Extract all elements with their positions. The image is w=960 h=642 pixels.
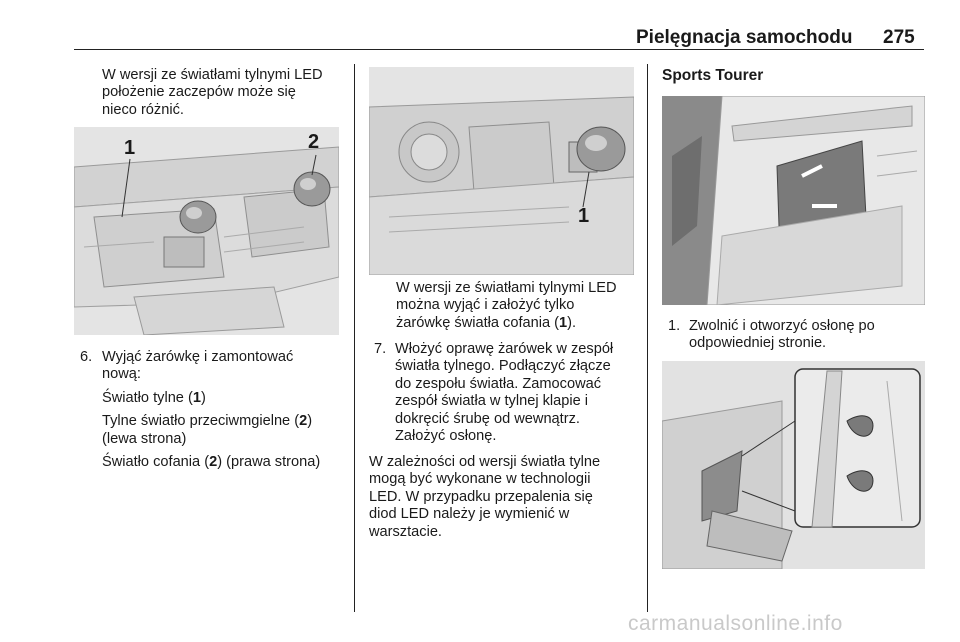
reversing-bulb-illustration <box>369 67 634 275</box>
bulb-item: (lewa strona) <box>102 430 187 447</box>
section-title: Pielęgnacja samochodu <box>636 27 853 48</box>
trunk-fasteners-illustration <box>662 361 925 569</box>
led-paragraph: W zależności od wersji światła tylne mogą być wykonane w technologii LED. W przypadku przepalenia się diod LED należy je wymienić w warsztacie. <box>369 454 601 540</box>
tail-lamp-illustration <box>74 127 339 335</box>
figure-trunk-cover <box>662 96 925 305</box>
bulb-item: Światło cofania (2) (prawa strona) <box>102 454 321 471</box>
trunk-cover-illustration <box>662 96 925 305</box>
figure-tail-lamp-bulbs <box>74 127 339 335</box>
bulb-item: Światło tylne (1) <box>102 389 206 406</box>
step-number: 6. <box>80 349 93 365</box>
step-6: 6. Wyjąć żarówkę i zamontować nową: Światło tylne (1) Tylne światło przeciwmgielne (2) (lewa strona) Światło cofania (2) (prawa strona) <box>80 349 350 471</box>
figure-trunk-fasteners <box>662 361 925 569</box>
led-note: W wersji ze światłami tylnymi LED położenie zaczepów może się nieco różnić. <box>102 67 323 118</box>
callout-2: 2 <box>308 131 320 153</box>
step-number: 7. <box>374 341 387 357</box>
bulb-item: Tylne światło przeciwmgielne (2) <box>102 413 313 430</box>
step-1: 1. Zwolnić i otworzyć osłonę po odpowiedniej stronie. <box>668 318 875 352</box>
callout-1: 1 <box>578 205 590 227</box>
header-rule <box>74 49 924 50</box>
step-7: 7. Włożyć oprawę żarówek w zespół światła tylnego. Podłączyć złącze do zespołu światła. Zamocować zespół światła w tylnej klapie i dokręcić śrubę od wewnątrz. Założyć osłonę. <box>374 341 614 445</box>
column-divider <box>647 64 648 612</box>
section-heading: Sports Tourer <box>662 67 764 84</box>
led-reversing-note: W wersji ze światłami tylnymi LED można wyjąć i założyć tylko żarówkę światła cofania (1). <box>396 280 617 331</box>
callout-1: 1 <box>124 137 136 159</box>
column-divider <box>354 64 355 612</box>
page-number: 275 <box>883 27 915 48</box>
figure-reversing-bulb <box>369 67 634 275</box>
step-number: 1. <box>668 318 681 334</box>
watermark: carmanualsonline.info <box>628 612 843 635</box>
